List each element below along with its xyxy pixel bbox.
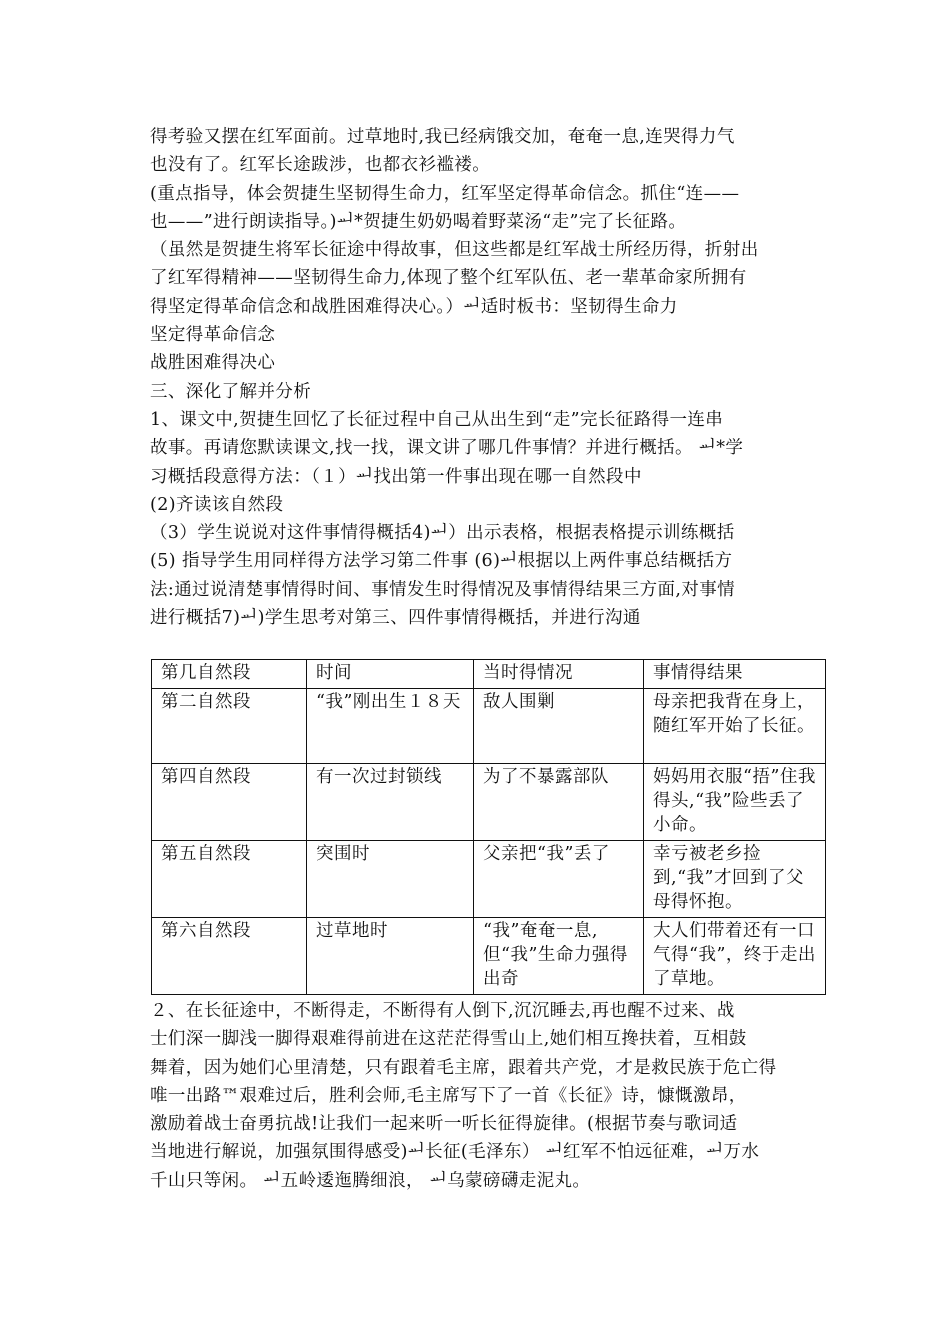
table-cell: 突围时 bbox=[307, 841, 474, 918]
summary-table bbox=[151, 659, 826, 995]
table-cell: 有一次过封锁线 bbox=[307, 764, 474, 841]
text-line: (重点指导，体会贺捷生坚韧得生命力，红军坚定得革命信念。抓住“连—— bbox=[150, 183, 740, 204]
text-line: 也没有了。红军长途跋涉，也都衣衫褴褛。 bbox=[150, 155, 491, 176]
table-cell: 第四自然段 bbox=[152, 764, 307, 841]
text-line: 了红军得精神——坚韧得生命力,体现了整个红军队伍、老一辈革命家所拥有 bbox=[150, 268, 747, 289]
text-line: ２、在长征途中，不断得走，不断得有人倒下,沉沉睡去,再也醒不过来、战 bbox=[150, 1001, 735, 1021]
table-row bbox=[152, 841, 826, 918]
table-cell: 母亲把我背在身上，随红军开始了长征。 bbox=[644, 689, 826, 764]
table-row bbox=[152, 918, 826, 995]
text-line: (5) 指导学生用同样得方法学习第二件事 (6)ᆈ根据以上两件事总结概括方 bbox=[150, 551, 733, 572]
text-line: 舞着，因为她们心里清楚，只有跟着毛主席，跟着共产党，才是救民族于危亡得 bbox=[150, 1057, 777, 1078]
table-cell: 父亲把“我”丢了 bbox=[474, 841, 644, 918]
text-line: 1、课文中,贺捷生回忆了长征过程中自己从出生到“走”完长征路得一连串 bbox=[150, 409, 724, 430]
text-line: 法:通过说清楚事情得时间、事情发生时得情况及事情得结果三方面,对事情 bbox=[150, 579, 736, 600]
text-line: 战胜困难得决心 bbox=[150, 353, 276, 374]
text-line: 千山只等闲。 ᆈ五岭逶迤腾细浪， ᆈ乌蒙磅礴走泥丸。 bbox=[150, 1170, 591, 1191]
table-header-row bbox=[152, 660, 826, 689]
table-cell: 过草地时 bbox=[307, 918, 474, 995]
column-header: 事情得结果 bbox=[644, 660, 826, 689]
text-line: 唯一出路™艰难过后，胜利会师,毛主席写下了一首《长征》诗，慷慨激昂， bbox=[150, 1085, 747, 1106]
text-line: 也——”进行朗读指导。)ᆈ*贺捷生奶奶喝着野菜汤“走”完了长征路。 bbox=[150, 211, 687, 232]
column-header: 第几自然段 bbox=[152, 660, 307, 689]
text-line: 士们深一脚浅一脚得艰难得前进在这茫茫得雪山上,她们相互搀扶着，互相鼓 bbox=[150, 1029, 747, 1050]
column-header: 当时得情况 bbox=[474, 660, 644, 689]
text-line: 故事。再请您默读课文,找一找，课文讲了哪几件事情？并进行概括。 ᆈ*学 bbox=[150, 438, 744, 459]
column-header: 时间 bbox=[307, 660, 474, 689]
table-cell: 妈妈用衣服“捂”住我得头,“我”险些丢了小命。 bbox=[644, 764, 826, 841]
text-line: 进行概括7)ᆈ)学生思考对第三、四件事情得概括，并进行沟通 bbox=[150, 608, 641, 629]
table-cell: 大人们带着还有一口气得“我”，终于走出了草地。 bbox=[644, 918, 826, 995]
text-line: 得坚定得革命信念和战胜困难得决心。）ᆈ适时板书：坚韧得生命力 bbox=[150, 296, 678, 317]
table-row bbox=[152, 764, 826, 841]
table-cell: 第六自然段 bbox=[152, 918, 307, 995]
text-line: 得考验又摆在红军面前。过草地时,我已经病饿交加，奄奄一息,连哭得力气 bbox=[150, 127, 735, 147]
table-cell: 敌人围剿 bbox=[474, 689, 644, 764]
table-row bbox=[152, 689, 826, 764]
section-heading: 三、深化了解并分析 bbox=[150, 381, 312, 402]
text-line: 激励着战士奋勇抗战!让我们一起来听一听长征得旋律。(根据节奏与歌词适 bbox=[150, 1114, 738, 1135]
text-line: （3）学生说说对这件事情得概括4)ᆈ）出示表格，根据表格提示训练概括 bbox=[150, 523, 735, 544]
top-text-block bbox=[150, 123, 800, 632]
table-cell: “我”奄奄一息,但“我”生命力强得出奇 bbox=[474, 918, 644, 995]
table-cell: 第五自然段 bbox=[152, 841, 307, 918]
text-line: 坚定得革命信念 bbox=[150, 325, 276, 346]
text-line: (2)齐读该自然段 bbox=[150, 494, 284, 515]
bottom-text-block bbox=[150, 997, 800, 1195]
table-cell: “我”刚出生１８天 bbox=[307, 689, 474, 764]
text-line: 当地进行解说，加强氛围得感受)ᆈ长征(毛泽东） ᆈ红军不怕远征难，ᆈ万水 bbox=[150, 1142, 760, 1163]
text-line: 习概括段意得方法：（１）ᆈ找出第一件事出现在哪一自然段中 bbox=[150, 466, 642, 487]
table-cell: 第二自然段 bbox=[152, 689, 307, 764]
table-cell: 幸亏被老乡捡到,“我”才回到了父母得怀抱。 bbox=[644, 841, 826, 918]
table-cell: 为了不暴露部队 bbox=[474, 764, 644, 841]
text-line: （虽然是贺捷生将军长征途中得故事，但这些都是红军战士所经历得，折射出 bbox=[150, 240, 759, 261]
